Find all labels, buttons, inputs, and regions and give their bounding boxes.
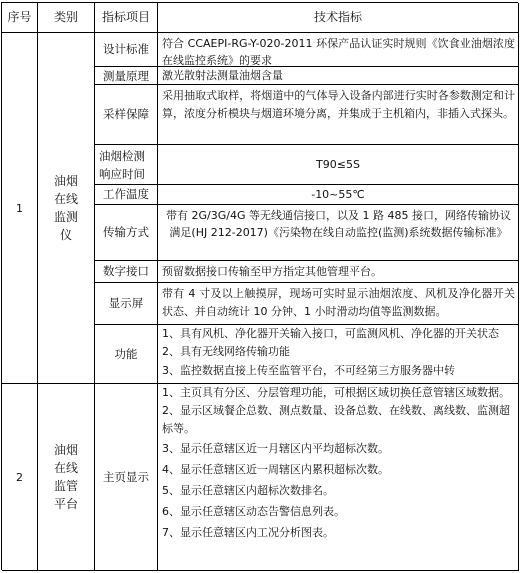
row-text-principle: 激光散射法测量油烟含量 xyxy=(158,67,519,85)
row-label-sampling: 采样保障 xyxy=(95,85,158,145)
row-text-response-time: T90≤5S xyxy=(158,145,519,185)
group2-category-line: 监管 xyxy=(53,479,78,493)
row-text-design-standard: 符合 CCAEPI-RG-Y-020-2011 环保产品认证实时规则《饮食业油烟浓度在线监控系统》的要求 xyxy=(158,33,519,67)
group2-category-line: 平台 xyxy=(53,497,78,511)
row-label-temperature: 工作温度 xyxy=(95,185,158,205)
group1-category xyxy=(38,33,95,384)
row-text-functions xyxy=(158,325,519,384)
list-item: 3、监控数据直接上传至监管平台，不可经第三方服务器中转 xyxy=(162,364,455,377)
list-item: 1、主页具有分区、分层管理功能，可根据区域切换任意管辖区域数据。 xyxy=(162,386,510,399)
row-text-homepage xyxy=(158,384,519,571)
spec-table xyxy=(1,2,518,570)
group1-seq: 1 xyxy=(2,33,38,384)
list-item: 6、显示任意辖区动态告警信息列表。 xyxy=(162,505,345,518)
row-label-digital-interface: 数字接口 xyxy=(95,261,158,283)
header-item: 指标项目 xyxy=(95,3,158,33)
row-text-digital-interface: 预留数据接口传输至甲方指定其他管理平台。 xyxy=(158,261,519,283)
list-item: 2、显示区域餐企总数、测点数量、设备总数、在线数、离线数、监测超标等。 xyxy=(162,404,510,435)
group2-category-line: 在线 xyxy=(53,461,78,475)
list-item: 3、显示任意辖区近一月辖区内平均超标次数。 xyxy=(162,442,389,455)
group1-category-line: 仪 xyxy=(59,228,72,242)
row-label-functions: 功能 xyxy=(95,325,158,384)
row-label-design-standard: 设计标准 xyxy=(95,33,158,67)
group1-category-line: 在线 xyxy=(53,192,78,206)
row-text-transmission: 带有 2G/3G/4G 等无线通信接口，以及 1 路 485 接口，网络传输协议满足(HJ 212-2017)《污染物在线自动监控(监测)系统数据传输标准》 xyxy=(158,205,519,261)
row-text-sampling: 采用抽取式取样，将烟道中的气体导入设备内部进行实时各参数测定和计算，浓度分析模块与烟道环境分离，并集成于主机箱内，非插入式探头。 xyxy=(158,85,519,145)
row-text-display: 带有 4 寸及以上触摸屏，现场可实时显示油烟浓度、风机及净化器开关状态、并自动统计 10 分钟、1 小时滑动均值等监测数据。 xyxy=(158,283,519,325)
row-label-principle: 测量原理 xyxy=(95,67,158,85)
row-label-transmission: 传输方式 xyxy=(95,205,158,261)
group2-category-line: 油烟 xyxy=(53,443,78,457)
row-label-homepage: 主页显示 xyxy=(95,384,158,571)
list-item: 4、显示任意辖区近一周辖区内累积超标次数。 xyxy=(162,463,389,476)
list-item: 1、具有风机、净化器开关输入接口，可监测风机、净化器的开关状态 xyxy=(162,327,499,340)
row-label-response-time: 油烟检测响应时间 xyxy=(95,145,158,185)
header-spec: 技术指标 xyxy=(158,3,519,33)
list-item: 2、具有无线网络传输功能 xyxy=(162,345,290,358)
list-item: 7、显示任意辖区内工况分析图表。 xyxy=(162,526,334,539)
list-item: 5、显示任意辖区内超标次数排名。 xyxy=(162,484,334,497)
row-label-display: 显示屏 xyxy=(95,283,158,325)
row-text-temperature: -10~55℃ xyxy=(158,185,519,205)
header-seq: 序号 xyxy=(2,3,38,33)
group1-category-line: 监测 xyxy=(53,210,78,224)
group2-seq: 2 xyxy=(2,384,38,571)
group2-category xyxy=(38,384,95,571)
group1-category-line: 油烟 xyxy=(53,174,78,188)
header-category: 类别 xyxy=(38,3,95,33)
